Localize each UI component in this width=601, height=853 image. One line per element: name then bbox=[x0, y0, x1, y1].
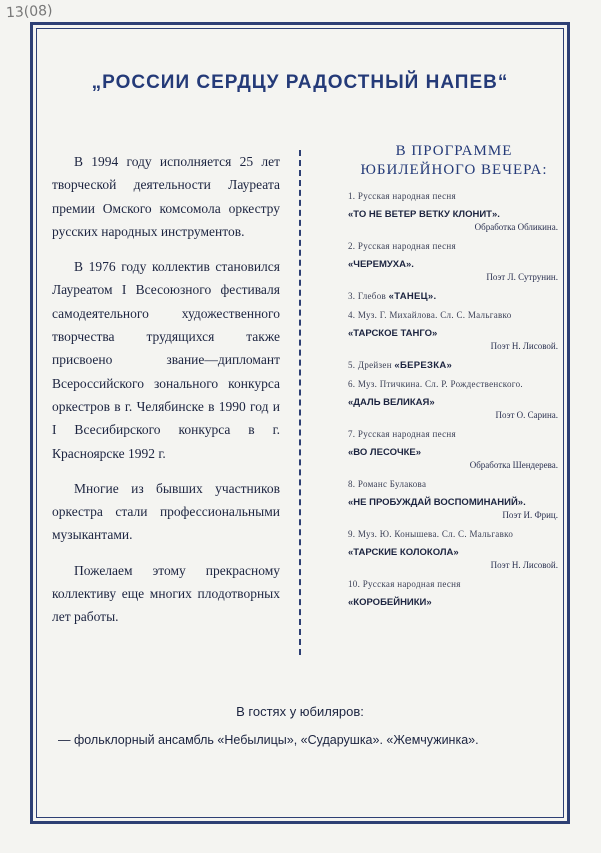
program-item-author: 10. Русская народная песня bbox=[348, 579, 461, 589]
program-list bbox=[348, 142, 560, 615]
column-divider bbox=[299, 150, 301, 655]
program-heading-line: ЮБИЛЕЙНОГО ВЕЧЕРА: bbox=[360, 162, 548, 178]
program-item bbox=[348, 528, 560, 572]
program-item-credit: Обработка Обликина. bbox=[474, 222, 558, 232]
program-item bbox=[348, 240, 560, 284]
program-item-credit: Поэт О. Сарина. bbox=[495, 410, 558, 420]
program-item-credit: Поэт Н. Лисовой. bbox=[490, 560, 558, 570]
program-heading-line: В ПРОГРАММЕ bbox=[395, 143, 513, 159]
program-item-author bbox=[348, 359, 560, 372]
program-item-title: «ТАРСКИЕ КОЛОКОЛА» bbox=[348, 547, 459, 558]
intro-paragraph: Пожелаем этому прекрасному коллективу еще многих плодотворных лет работы. bbox=[52, 562, 280, 625]
program-item-author-text: 3. Глебов bbox=[348, 291, 387, 301]
program-item-credit: Поэт И. Фриц. bbox=[502, 510, 558, 520]
program-item-title: «НЕ ПРОБУЖДАЙ ВОСПОМИНАНИЙ». bbox=[348, 497, 526, 508]
guests-list: — фольклорный ансамбль «Небылицы», «Сударушка». «Жемчужинка». bbox=[58, 733, 479, 747]
program-item-title: «ВО ЛЕСОЧКЕ» bbox=[348, 447, 422, 458]
program-item-author: 6. Муз. Птичкина. Сл. Р. Рождественского. bbox=[348, 379, 523, 389]
program-item-author: 2. Русская народная песня bbox=[348, 241, 456, 251]
program-item-author: 9. Муз. Ю. Конышева. Сл. С. Мальгавко bbox=[348, 529, 514, 539]
intro-paragraph: Многие из бывших участников оркестра стали профессиональными музыкантами. bbox=[52, 480, 280, 543]
poster-title: „РОССИИ СЕРДЦУ РАДОСТНЫЙ НАПЕВ“ bbox=[91, 72, 509, 93]
program-item-author-text: 5. Дрейзен bbox=[348, 360, 392, 370]
program-item-title: «БЕРЕЗКА» bbox=[394, 360, 453, 371]
program-item-author bbox=[348, 290, 560, 303]
program-item-title: «ДАЛЬ ВЕЛИКАЯ» bbox=[348, 397, 435, 408]
program-item-author: 7. Русская народная песня bbox=[348, 429, 456, 439]
program-item-title: «КОРОБЕЙНИКИ» bbox=[348, 597, 432, 608]
program-item bbox=[348, 359, 560, 372]
program-item-author: 4. Муз. Г. Михайлова. Сл. С. Мальгавко bbox=[348, 310, 512, 320]
program-item-credit: Поэт Л. Сутрунин. bbox=[486, 272, 558, 282]
program-item bbox=[348, 578, 560, 609]
intro-text bbox=[52, 150, 280, 641]
program-item bbox=[348, 290, 560, 303]
program-item bbox=[348, 190, 560, 234]
program-item bbox=[348, 309, 560, 353]
program-item bbox=[348, 428, 560, 472]
program-item bbox=[348, 378, 560, 422]
intro-paragraph: В 1994 году исполняется 25 лет творческой деятельности Лауреата премии Омского комсомола оркестру русских народных инструментов. bbox=[52, 154, 280, 239]
guests-heading: В гостях у юбиляров: bbox=[236, 704, 364, 719]
program-item-credit: Поэт Н. Лисовой. bbox=[490, 341, 558, 351]
program-item-title: «ЧЕРЕМУХА». bbox=[348, 259, 414, 270]
program-item-author: 1. Русская народная песня bbox=[348, 191, 456, 201]
program-heading bbox=[348, 142, 560, 180]
intro-paragraph: В 1976 году коллектив становился Лауреатом I Всесоюзного фестиваля самодеятельного художественного творчества трудящихся также присвоено звание—дипломант Всероссийского зонального конкурса оркестров в г. Челябинске в 1990 год и I Всесибирского конкурса в г. Красноярске 1992 г. bbox=[52, 259, 280, 461]
program-item bbox=[348, 478, 560, 522]
program-item-credit: Обработка Шендерева. bbox=[469, 460, 558, 470]
program-item-title: «ТО НЕ ВЕТЕР ВЕТКУ КЛОНИТ». bbox=[348, 209, 500, 220]
program-item-title: «ТАРСКОЕ ТАНГО» bbox=[348, 328, 438, 339]
program-item-author: 8. Романс Булакова bbox=[348, 479, 427, 489]
program-item-title: «ТАНЕЦ». bbox=[388, 291, 437, 302]
handwritten-note: 13(08) bbox=[5, 2, 53, 22]
